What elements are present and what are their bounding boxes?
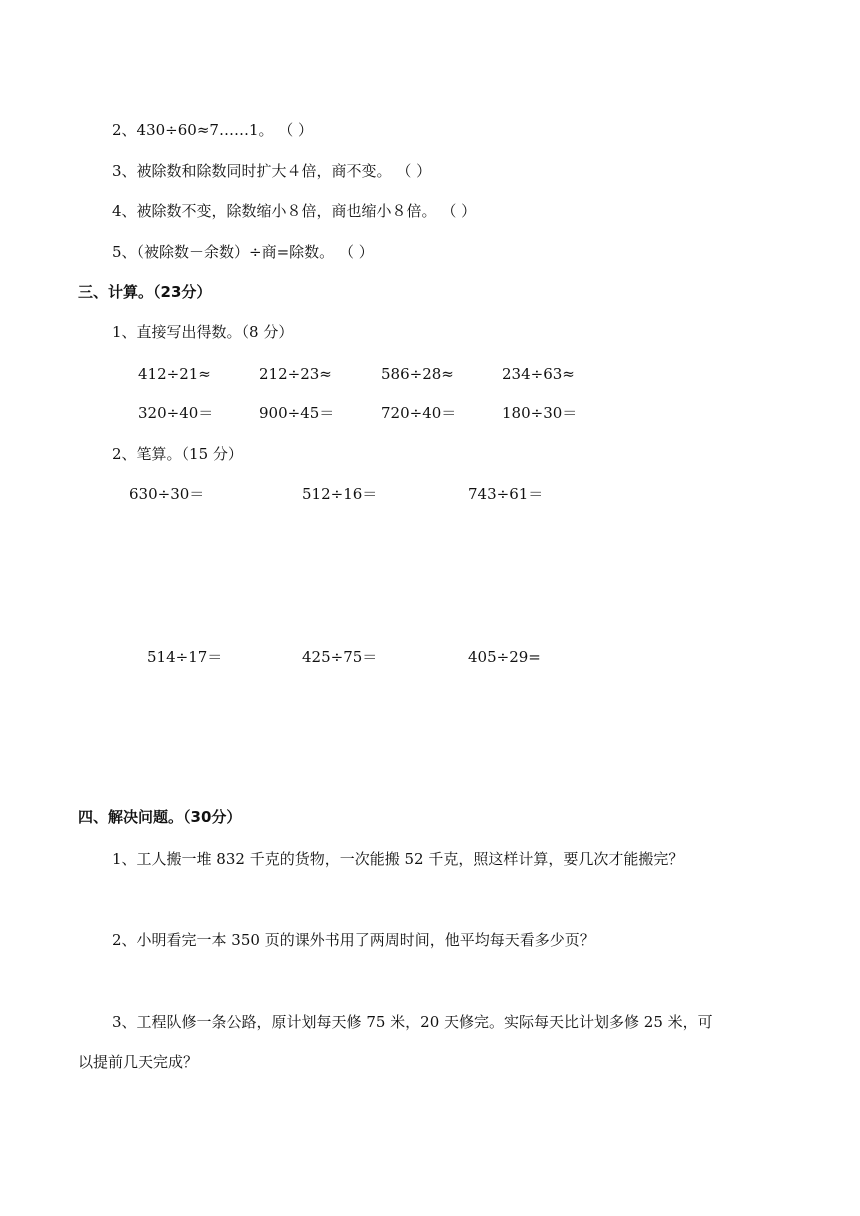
written-calc-item: 514÷17＝ bbox=[147, 648, 223, 666]
section-problems-title: 四、解决问题。（30分） bbox=[78, 808, 242, 826]
direct-calc-item: 180÷30＝ bbox=[502, 404, 578, 422]
written-calc-item: 743÷61＝ bbox=[468, 485, 544, 503]
section-calc-title: 三、计算。（23分） bbox=[78, 283, 212, 301]
direct-calc-item: 900÷45＝ bbox=[259, 404, 335, 422]
problem-3-line-1: 3、工程队修一条公路，原计划每天修 75 米，20 天修完。实际每天比计划多修 25 米，可 bbox=[112, 1013, 713, 1031]
direct-calc-item: 320÷40＝ bbox=[138, 404, 214, 422]
direct-calc-item: 586÷28≈ bbox=[381, 365, 454, 383]
written-calc-item: 405÷29= bbox=[468, 648, 541, 666]
direct-calc-item: 212÷23≈ bbox=[259, 365, 332, 383]
written-calc-item: 630÷30＝ bbox=[129, 485, 205, 503]
judgment-item-3: 3、被除数和除数同时扩大４倍，商不变。 （ ） bbox=[112, 162, 432, 180]
problem-2: 2、小明看完一本 350 页的课外书用了两周时间，他平均每天看多少页？ bbox=[112, 931, 595, 949]
written-calc-item: 425÷75＝ bbox=[302, 648, 378, 666]
direct-calc-item: 412÷21≈ bbox=[138, 365, 211, 383]
problem-3-line-2: 以提前几天完成？ bbox=[78, 1053, 199, 1071]
direct-calc-item: 234÷63≈ bbox=[502, 365, 575, 383]
judgment-item-5: 5、（被除数－余数）÷商=除数。 （ ） bbox=[112, 243, 374, 261]
problem-1: 1、工人搬一堆 832 千克的货物，一次能搬 52 千克，照这样计算，要几次才能搬完？ bbox=[112, 850, 684, 868]
direct-calc-item: 720÷40＝ bbox=[381, 404, 457, 422]
written-calc-title: 2、笔算。（15 分） bbox=[112, 445, 243, 463]
judgment-item-4: 4、被除数不变，除数缩小８倍，商也缩小８倍。 （ ） bbox=[112, 202, 477, 220]
judgment-item-2: 2、430÷60≈7……1。 （ ） bbox=[112, 121, 314, 139]
written-calc-item: 512÷16＝ bbox=[302, 485, 378, 503]
direct-calc-title: 1、直接写出得数。（8 分） bbox=[112, 323, 294, 341]
